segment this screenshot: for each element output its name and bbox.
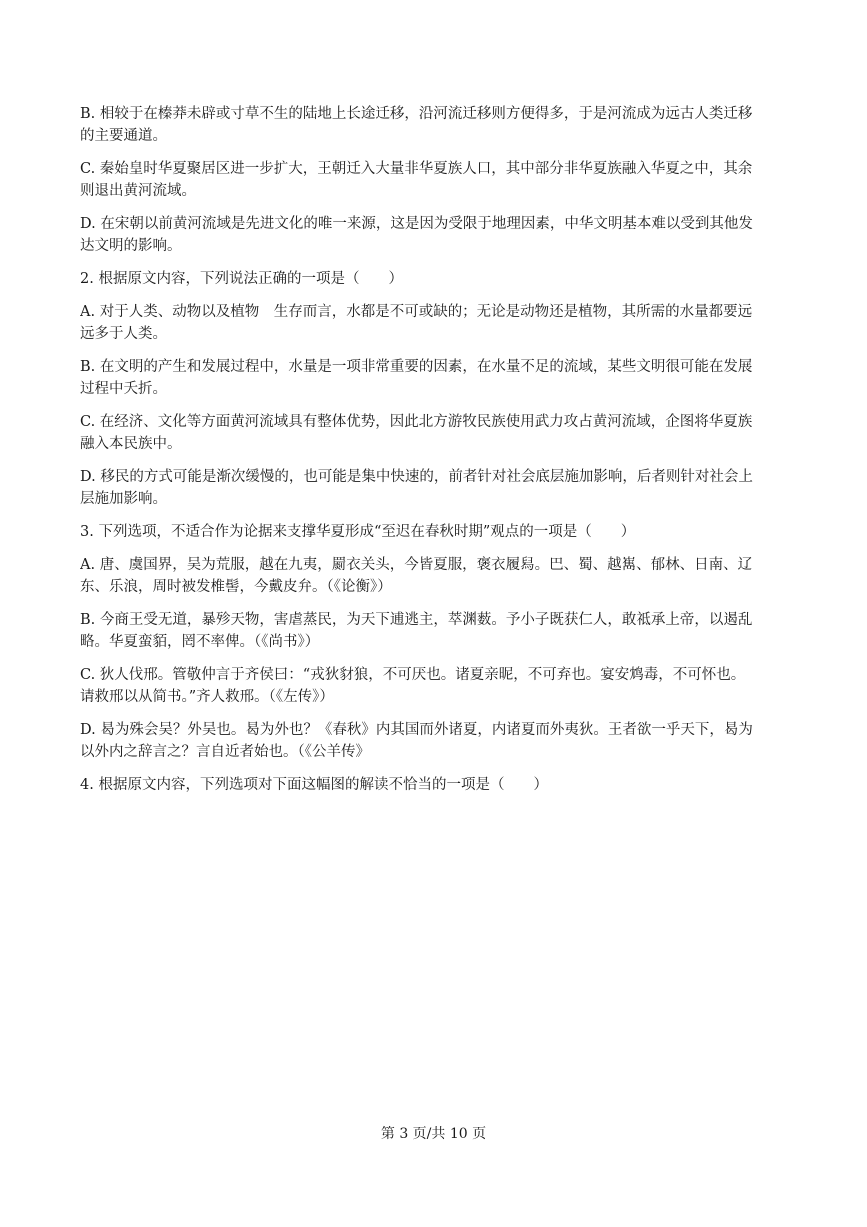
text-line: 请救邢以从简书。”齐人救邢。（《左传》） bbox=[80, 689, 334, 705]
text-line: C. 在经济、文化等方面黄河流域具有整体优势，因此北方游牧民族使用武力攻占黄河流域，企图将华夏族 bbox=[80, 414, 753, 430]
text-line: B. 相较于在榛莽未辟或寸草不生的陆地上长途迁移，沿河流迁移则方便得多，于是河流成为远古人类迁移 bbox=[80, 106, 753, 122]
text-line: 3. 下列选项，不适合作为论据来支撑华夏形成“至迟在春秋时期”观点的一项是（ ） bbox=[80, 524, 636, 540]
document-body bbox=[80, 103, 792, 796]
text-line: A. 对于人类、动物以及植物 生存而言，水都是不可或缺的；无论是动物还是植物，其所需的水量都要远 bbox=[80, 304, 753, 320]
option-1d bbox=[80, 213, 792, 257]
option-2d bbox=[80, 466, 792, 510]
question-2 bbox=[80, 268, 792, 290]
option-3c bbox=[80, 664, 792, 708]
text-line: 层施加影响。 bbox=[80, 491, 167, 507]
text-line: A. 唐、虞国界，吴为荒服，越在九夷，罽衣关头，今皆夏服，褒衣履舄。巴、蜀、越嶲、郁林、日南、辽 bbox=[80, 557, 753, 573]
text-line: D. 曷为殊会吴？外吴也。曷为外也？《春秋》内其国而外诸夏，内诸夏而外夷狄。王者欲一乎天下，曷为 bbox=[80, 722, 753, 738]
option-1b bbox=[80, 103, 792, 147]
text-line: 远多于人类。 bbox=[80, 326, 167, 342]
page-number: 第 3 页/共 10 页 bbox=[380, 1126, 487, 1142]
option-2a bbox=[80, 301, 792, 345]
question-4 bbox=[80, 774, 792, 796]
text-line: 4. 根据原文内容，下列选项对下面这幅图的解读不恰当的一项是（ ） bbox=[80, 777, 548, 793]
text-line: 东、乐浪，周时被发椎髻，今戴皮弁。（《论衡》） bbox=[80, 579, 392, 595]
text-line: B. 今商王受无道，暴殄天物，害虐蒸民，为天下逋逃主，萃渊薮。予小子既获仁人，敢祗承上帝，以遏乱 bbox=[80, 612, 753, 628]
option-3d bbox=[80, 719, 792, 763]
option-2b bbox=[80, 356, 792, 400]
text-line: 略。华夏蛮貊，罔不率俾。（《尚书》） bbox=[80, 634, 320, 650]
text-line: 融入本民族中。 bbox=[80, 436, 182, 452]
option-3a bbox=[80, 554, 792, 598]
page-footer bbox=[0, 1124, 867, 1144]
question-3 bbox=[80, 521, 792, 543]
text-line: 2. 根据原文内容，下列说法正确的一项是（ ） bbox=[80, 271, 403, 287]
text-line: D. 移民的方式可能是渐次缓慢的，也可能是集中快速的，前者针对社会底层施加影响，后者则针对社会上 bbox=[80, 469, 753, 485]
text-line: 以外内之辞言之？言自近者始也。（《公羊传》 bbox=[80, 744, 370, 760]
text-line: 的主要通道。 bbox=[80, 128, 167, 144]
option-1c bbox=[80, 158, 792, 202]
text-line: C. 狄人伐邢。管敬仲言于齐侯曰：“戎狄豺狼，不可厌也。诸夏亲昵，不可弃也。宴安鸩毒，不可怀也。 bbox=[80, 667, 746, 683]
option-3b bbox=[80, 609, 792, 653]
text-line: C. 秦始皇时华夏聚居区进一步扩大，王朝迁入大量非华夏族人口，其中部分非华夏族融入华夏之中，其余 bbox=[80, 161, 753, 177]
text-line: D. 在宋朝以前黄河流域是先进文化的唯一来源，这是因为受限于地理因素，中华文明基本难以受到其他发 bbox=[80, 216, 753, 232]
text-line: 达文明的影响。 bbox=[80, 238, 182, 254]
text-line: B. 在文明的产生和发展过程中，水量是一项非常重要的因素，在水量不足的流域，某些文明很可能在发展 bbox=[80, 359, 753, 375]
text-line: 则退出黄河流域。 bbox=[80, 183, 196, 199]
text-line: 过程中夭折。 bbox=[80, 381, 167, 397]
option-2c bbox=[80, 411, 792, 455]
